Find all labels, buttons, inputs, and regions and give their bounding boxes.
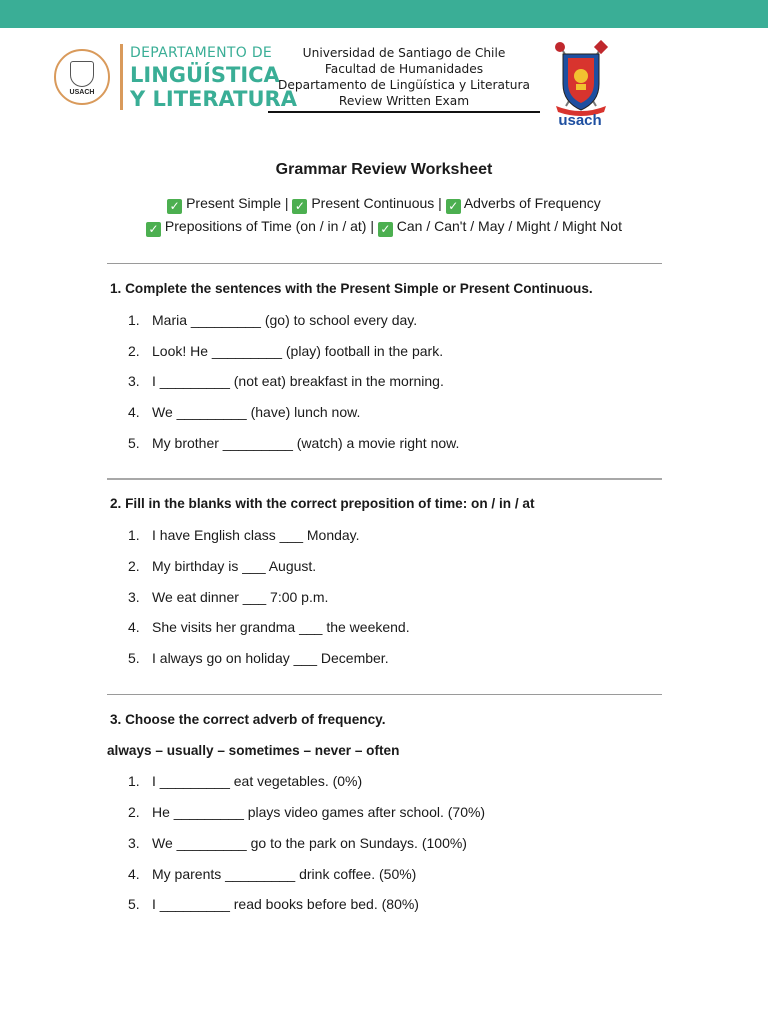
- item-number: 3.: [128, 373, 140, 389]
- item-number: 3.: [128, 835, 140, 851]
- item-number: 2.: [128, 804, 140, 820]
- worksheet-title: Grammar Review Worksheet: [275, 161, 493, 178]
- item-text: I _________ read books before bed. (80%): [152, 896, 419, 912]
- list-item: [128, 896, 419, 912]
- list-item: [128, 650, 389, 666]
- topics-line-1: [0, 195, 768, 214]
- section-divider: [107, 694, 662, 695]
- topic-adverbs-frequency: Adverbs of Frequency: [463, 195, 601, 211]
- item-text: I _________ (not eat) breakfast in the morning.: [152, 373, 444, 389]
- item-text: My birthday is ___ August.: [152, 558, 317, 574]
- list-item: [128, 343, 443, 359]
- list-item: [128, 773, 362, 789]
- topic-present-continuous: Present Continuous |: [311, 195, 442, 211]
- check-icon: ✓: [378, 222, 393, 237]
- item-number: 5.: [128, 435, 140, 451]
- usach-seal-icon: [54, 49, 110, 105]
- section-divider: [107, 263, 662, 264]
- item-number: 2.: [128, 558, 140, 574]
- institution-line: Departamento de Lingüística y Literatura: [278, 78, 530, 92]
- dept-name-line1: DEPARTAMENTO DE: [130, 45, 273, 61]
- item-text: My brother _________ (watch) a movie right now.: [152, 435, 460, 451]
- item-text: We _________ (have) lunch now.: [152, 404, 361, 420]
- logo-divider: [120, 44, 123, 110]
- check-icon: ✓: [167, 199, 182, 214]
- item-number: 2.: [128, 343, 140, 359]
- section-2-heading: 2. Fill in the blanks with the correct preposition of time: on / in / at: [110, 496, 535, 511]
- list-item: [128, 435, 459, 451]
- topics-line-2: [0, 218, 768, 237]
- topic-present-simple: Present Simple |: [186, 195, 289, 211]
- check-icon: ✓: [146, 222, 161, 237]
- institution-line: Review Written Exam: [338, 94, 470, 108]
- list-item: [128, 835, 467, 851]
- item-text: He _________ plays video games after school. (70%): [152, 804, 486, 820]
- section-3-heading: 3. Choose the correct adverb of frequency.: [110, 712, 386, 727]
- item-text: I always go on holiday ___ December.: [152, 650, 389, 666]
- list-item: [128, 619, 410, 635]
- top-accent-bar: [0, 0, 768, 28]
- item-number: 3.: [128, 589, 140, 605]
- item-text: Maria _________ (go) to school every day.: [152, 312, 418, 328]
- list-item: [128, 312, 417, 328]
- item-number: 5.: [128, 650, 140, 666]
- item-number: 5.: [128, 896, 140, 912]
- check-icon: ✓: [446, 199, 461, 214]
- check-icon: ✓: [292, 199, 307, 214]
- item-text: I _________ eat vegetables. (0%): [152, 773, 363, 789]
- item-number: 4.: [128, 866, 140, 882]
- institution-line: Universidad de Santiago de Chile: [302, 46, 506, 60]
- list-item: [128, 373, 444, 389]
- list-item: [128, 558, 316, 574]
- list-item: [128, 527, 360, 543]
- list-item: [128, 866, 416, 882]
- item-number: 1.: [128, 527, 140, 543]
- adverb-options: always – usually – sometimes – never – often: [107, 743, 400, 758]
- list-item: [128, 589, 328, 605]
- item-text: Look! He _________ (play) football in the park.: [152, 343, 444, 359]
- header-underline: [268, 111, 540, 113]
- crest-wordmark: usach: [558, 112, 602, 129]
- topic-modals: Can / Can't / May / Might / Might Not: [396, 218, 622, 234]
- list-item: [128, 804, 485, 820]
- topic-prepositions-time: Prepositions of Time (on / in / at) |: [164, 218, 374, 234]
- institution-block: [268, 45, 540, 109]
- seal-text: USACH: [69, 89, 95, 96]
- item-number: 4.: [128, 619, 140, 635]
- item-text: I have English class ___ Monday.: [152, 527, 360, 543]
- item-number: 4.: [128, 404, 140, 420]
- item-number: 1.: [128, 312, 140, 328]
- section-divider: [107, 478, 662, 480]
- item-text: We eat dinner ___ 7:00 p.m.: [152, 589, 329, 605]
- dept-name-line3: Y LITERATURA: [130, 87, 297, 111]
- department-logo: [54, 44, 297, 114]
- item-text: She visits her grandma ___ the weekend.: [152, 619, 410, 635]
- section-1-heading: 1. Complete the sentences with the Present Simple or Present Continuous.: [110, 281, 593, 296]
- item-text: We _________ go to the park on Sundays. (100%): [152, 835, 467, 851]
- seal-emblem-icon: [70, 61, 94, 87]
- institution-line: Facultad de Humanidades: [324, 62, 484, 76]
- item-text: My parents _________ drink coffee. (50%): [152, 866, 417, 882]
- list-item: [128, 404, 360, 420]
- dept-name-line2: LINGÜÍSTICA: [130, 63, 280, 87]
- item-number: 1.: [128, 773, 140, 789]
